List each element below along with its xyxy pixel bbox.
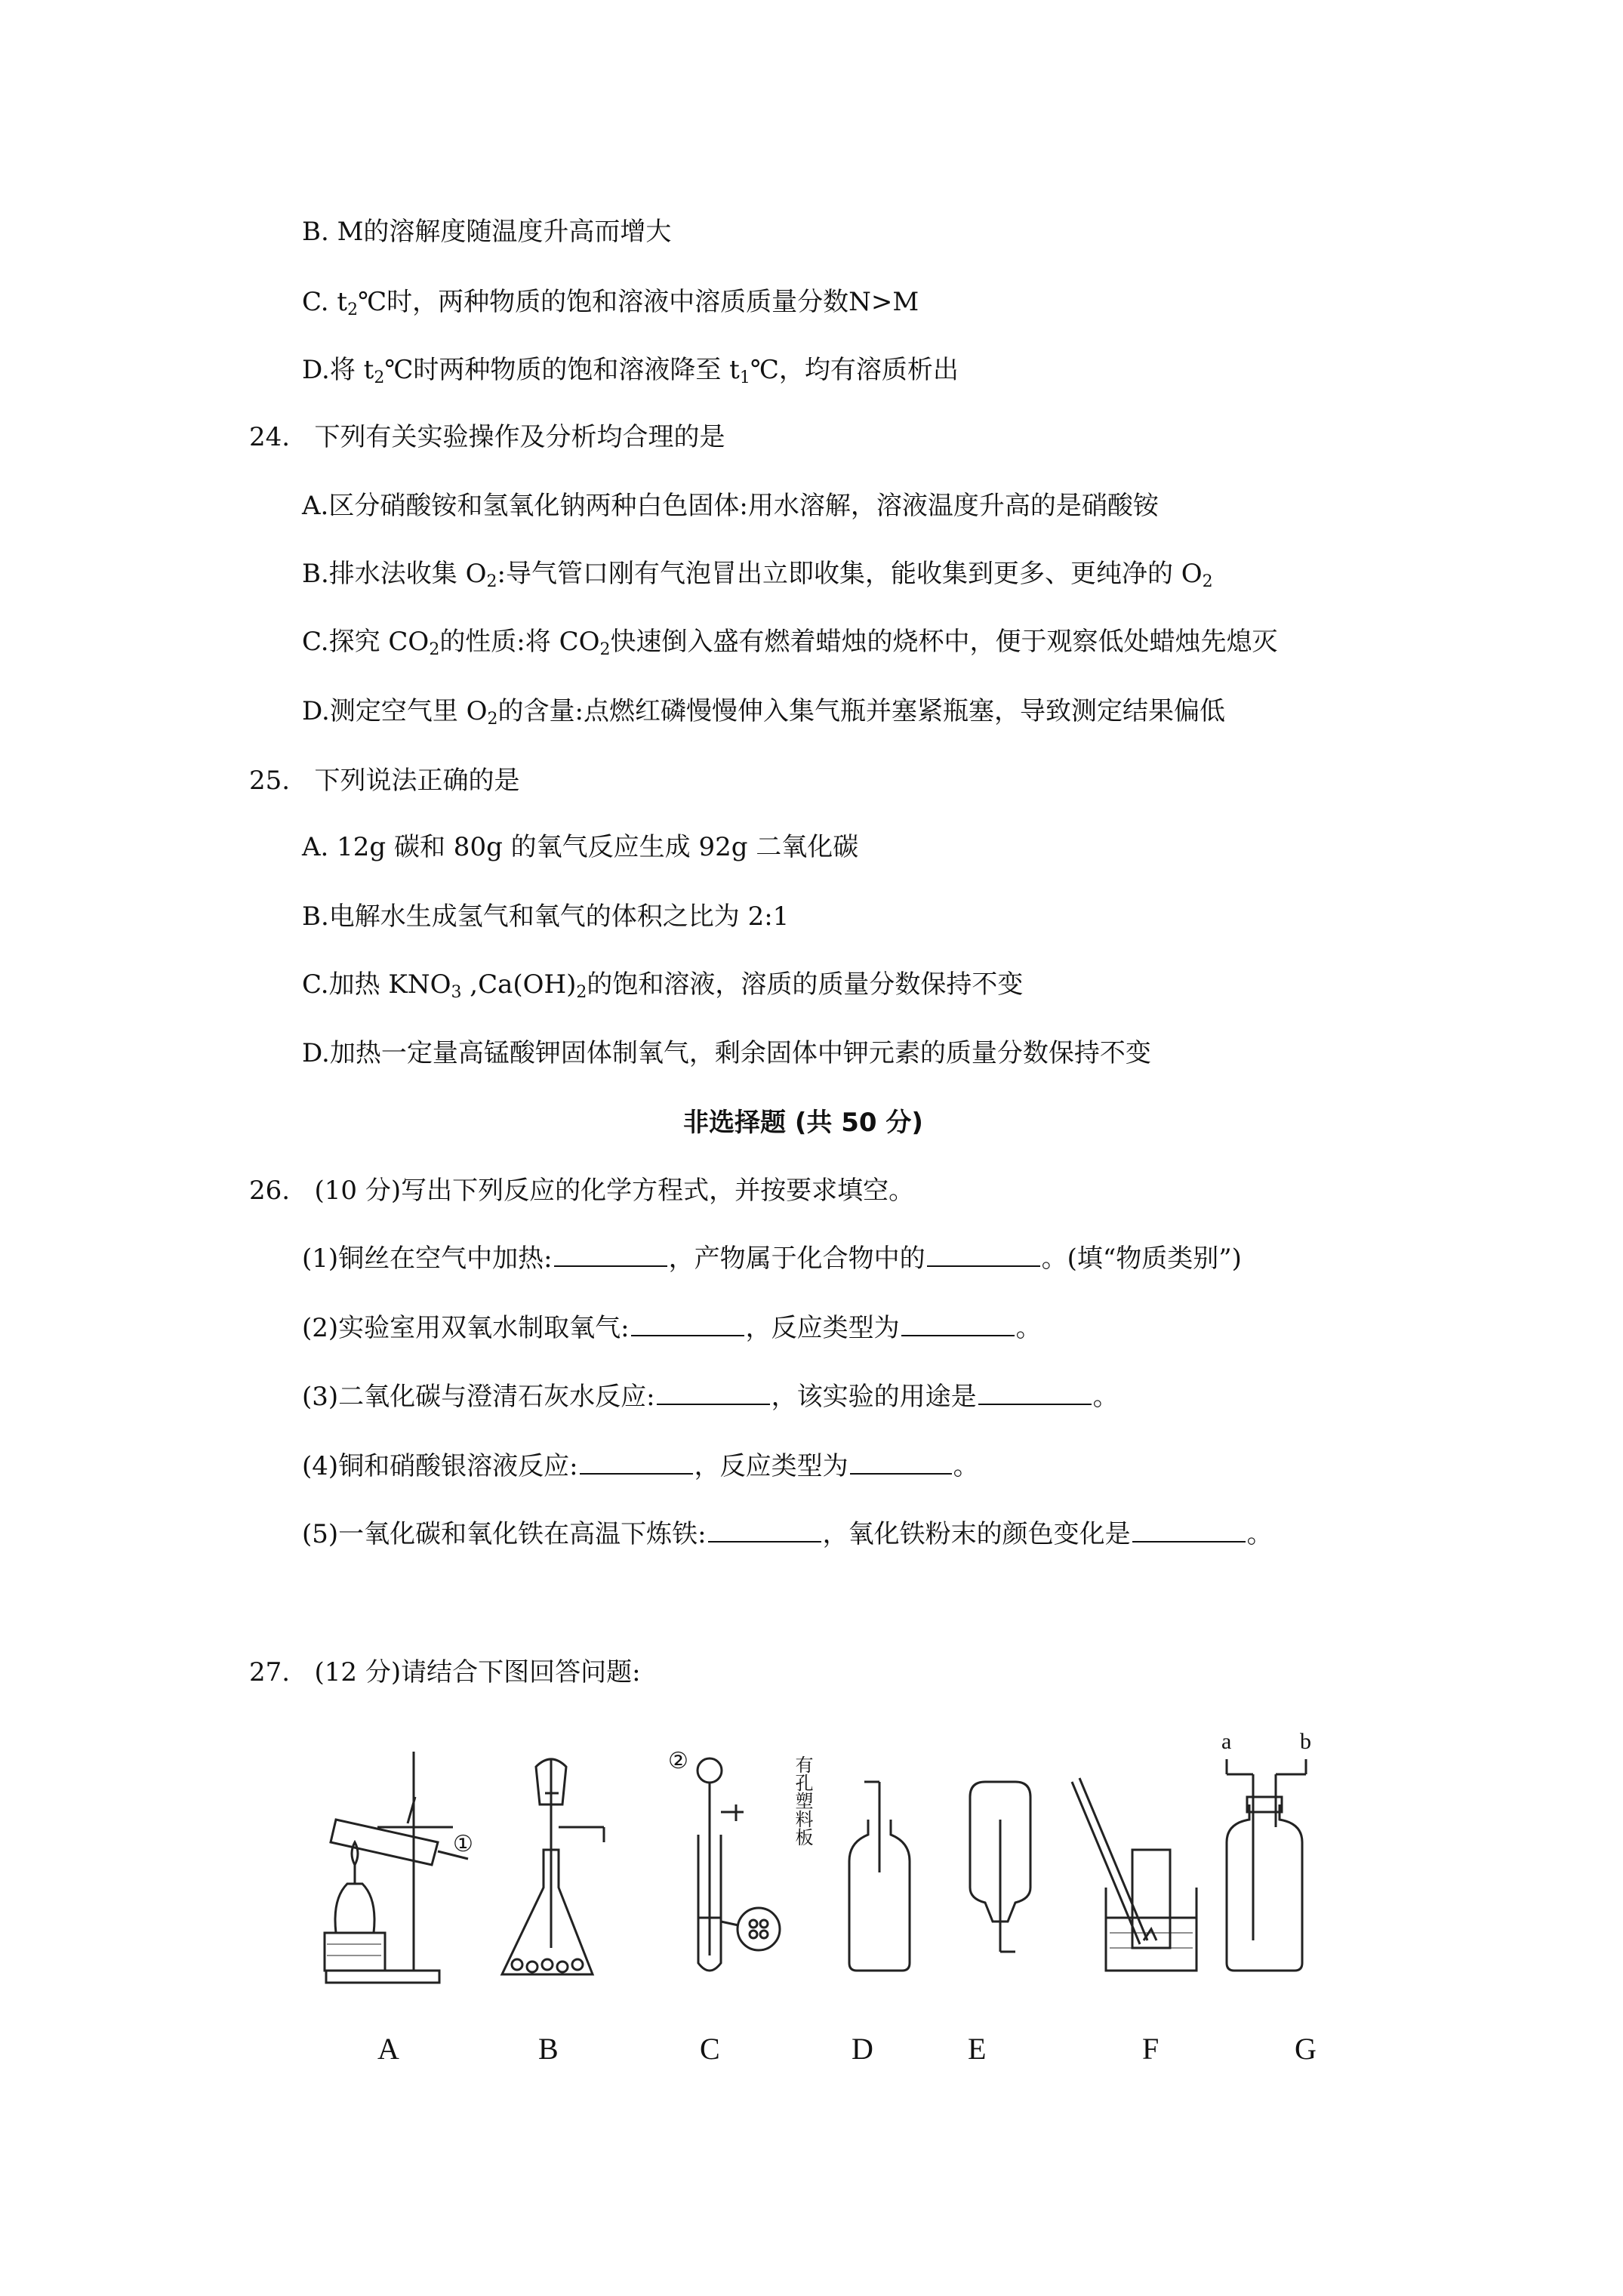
q26-item-1: (1)铜丝在空气中加热: ，产物属于化合物中的 。(填“物质类别”) <box>302 1244 1242 1274</box>
apparatus-figure <box>302 1729 1374 2084</box>
answer-blank[interactable] <box>927 1243 1040 1267</box>
answer-blank[interactable] <box>1132 1518 1246 1542</box>
answer-blank[interactable] <box>901 1312 1015 1336</box>
q25-option-b: B.电解水生成氢气和氧气的体积之比为 2:1 <box>302 901 790 932</box>
section-title: 非选择题 (共 50 分) <box>683 1108 923 1138</box>
mark-2: ② <box>668 1749 688 1774</box>
q23-option-d: D.将 $t_2℃$时两种物质的饱和溶液降至 $t_1℃$，均有溶质析出 <box>302 355 959 387</box>
apparatus-d <box>849 1782 910 1971</box>
g-port-a: a <box>1221 1729 1232 1754</box>
label-b: B <box>538 2032 559 2066</box>
label-g: G <box>1295 2032 1317 2066</box>
apparatus-a <box>325 1752 468 1983</box>
apparatus-b <box>502 1759 604 1974</box>
q25-option-c: C.加热 $KNO_3$ $,Ca(OH)_2$的饱和溶液，溶质的质量分数保持不变 <box>302 969 1024 1002</box>
q24-stem: 24. 下列有关实验操作及分析均合理的是 <box>249 422 725 452</box>
q24-option-b: B.排水法收集 $O_2$:导气管口刚有气泡冒出立即收集，能收集到更多、更纯净的 $O_2$ <box>302 559 1213 591</box>
answer-blank[interactable] <box>978 1381 1092 1405</box>
q26-stem: 26. (10 分)写出下列反应的化学方程式，并按要求填空。 <box>249 1176 915 1206</box>
apparatus-g <box>1227 1759 1306 1971</box>
plate-label: 有孔塑料板 <box>792 1755 812 1846</box>
q23-option-b: B. M的溶解度随温度升高而增大 <box>302 217 672 247</box>
mark-1: ① <box>453 1832 473 1857</box>
q24-option-c: C.探究 $CO_2$的性质:将 $CO_2$快速倒入盛有燃着蜡烛的烧杯中，便于观察低处蜡烛先熄灭 <box>302 627 1278 659</box>
q24-option-d: D.测定空气里 $O_2$的含量:点燃红磷慢慢伸入集气瓶并塞紧瓶塞，导致测定结果偏低 <box>302 696 1225 729</box>
answer-blank[interactable] <box>554 1243 667 1267</box>
label-d: D <box>852 2032 873 2066</box>
q25-option-a: A. 12g 碳和 80g 的氧气反应生成 92g 二氧化碳 <box>302 832 859 862</box>
label-a: A <box>377 2032 399 2066</box>
label-c: C <box>700 2032 720 2066</box>
q23-option-c: C. $t_2℃$时，两种物质的饱和溶液中溶质质量分数N>M <box>302 287 919 319</box>
apparatus-drawing <box>302 1737 1374 2084</box>
answer-blank[interactable] <box>708 1518 821 1542</box>
answer-blank[interactable] <box>657 1381 770 1405</box>
q26-item-4: (4)铜和硝酸银溶液反应: ，反应类型为 。 <box>302 1451 979 1481</box>
apparatus-e <box>970 1782 1030 1952</box>
label-e: E <box>968 2032 987 2066</box>
label-f: F <box>1142 2032 1160 2066</box>
answer-blank[interactable] <box>580 1450 693 1475</box>
q26-item-2: (2)实验室用双氧水制取氧气: ，反应类型为 。 <box>302 1313 1042 1343</box>
q25-option-d: D.加热一定量高锰酸钾固体制氧气，剩余固体中钾元素的质量分数保持不变 <box>302 1038 1151 1068</box>
answer-blank[interactable] <box>631 1312 744 1336</box>
answer-blank[interactable] <box>850 1450 952 1475</box>
apparatus-c <box>698 1758 780 1971</box>
q24-option-a: A.区分硝酸铵和氢氧化钠两种白色固体:用水溶解，溶液温度升高的是硝酸铵 <box>302 491 1159 521</box>
q26-item-3: (3)二氧化碳与澄清石灰水反应: ，该实验的用途是 。 <box>302 1382 1119 1412</box>
apparatus-f <box>1072 1778 1196 1971</box>
q25-stem: 25. 下列说法正确的是 <box>249 766 520 796</box>
q27-stem: 27. (12 分)请结合下图回答问题: <box>249 1657 641 1687</box>
q26-item-5: (5)一氧化碳和氧化铁在高温下炼铁: ，氧化铁粉末的颜色变化是 。 <box>302 1519 1273 1549</box>
g-port-b: b <box>1300 1729 1311 1754</box>
